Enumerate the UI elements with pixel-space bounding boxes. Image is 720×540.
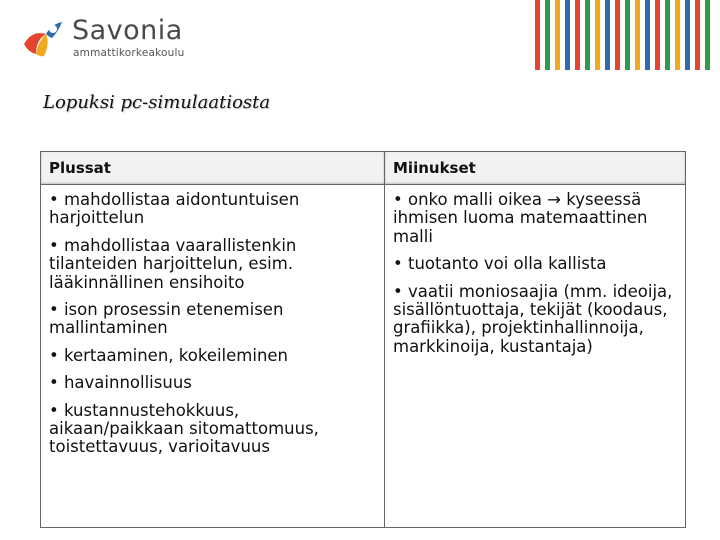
stripe bbox=[635, 0, 640, 70]
stripe bbox=[565, 0, 570, 70]
stripe bbox=[695, 0, 700, 70]
plussat-item: • kertaaminen, kokeileminen bbox=[49, 345, 289, 365]
column-header-plussat: Plussat bbox=[41, 152, 385, 185]
stripe bbox=[585, 0, 590, 70]
stripe bbox=[575, 0, 580, 70]
plussat-cell bbox=[41, 185, 385, 528]
comparison-table bbox=[40, 151, 686, 528]
plussat-item: • mahdollistaa vaarallistenkin tilanteiden harjoittelun, esim. lääkinnällinen ensihoito bbox=[49, 235, 297, 292]
stripe bbox=[545, 0, 550, 70]
stripe bbox=[535, 0, 540, 70]
stripe bbox=[595, 0, 600, 70]
savonia-logo-icon bbox=[22, 16, 68, 62]
stripe bbox=[555, 0, 560, 70]
table-row bbox=[41, 185, 686, 528]
miinukset-item: • tuotanto voi olla kallista bbox=[393, 254, 607, 274]
stripe bbox=[705, 0, 710, 70]
stripe bbox=[685, 0, 690, 70]
table-header-row bbox=[41, 152, 686, 185]
plussat-item: • ison prosessin etenemisen mallintaminen bbox=[49, 300, 284, 338]
savonia-logo bbox=[22, 14, 192, 60]
decorative-stripes bbox=[530, 0, 720, 70]
stripe bbox=[605, 0, 610, 70]
plussat-item: • kustannustehokkuus, aikaan/paikkaan sitomattomuus, toistettavuus, varioitavuus bbox=[49, 400, 319, 457]
stripe bbox=[675, 0, 680, 70]
miinukset-cell bbox=[385, 185, 686, 528]
stripe bbox=[615, 0, 620, 70]
slide-title: Lopuksi pc-simulaatiosta bbox=[43, 92, 271, 113]
column-header-miinukset: Miinukset bbox=[385, 152, 686, 185]
logo-subtitle-text: ammattikorkeakoulu bbox=[73, 47, 185, 59]
plussat-item: • havainnollisuus bbox=[49, 373, 192, 393]
stripe bbox=[655, 0, 660, 70]
stripe bbox=[665, 0, 670, 70]
stripe bbox=[645, 0, 650, 70]
stripe bbox=[625, 0, 630, 70]
plussat-item: • mahdollistaa aidontuntuisen harjoittelun bbox=[49, 190, 300, 228]
logo-brand-text: Savonia bbox=[72, 15, 183, 46]
miinukset-item: • vaatii moniosaajia (mm. ideoija, sisällöntuottaja, tekijät (koodaus, grafiikka), projektinhallinnoija, markkinoija, kustantaja) bbox=[393, 281, 673, 356]
miinukset-item: • onko malli oikea → kyseessä ihmisen luoma matemaattinen malli bbox=[393, 190, 648, 246]
